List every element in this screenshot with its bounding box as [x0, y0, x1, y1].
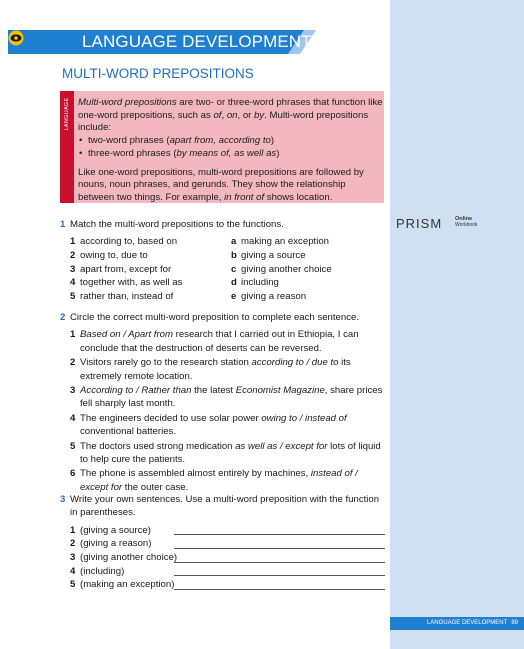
list-item: 5 (making an exception) — [70, 578, 385, 592]
exercise-instruction: Write your own sentences. Use a multi-word preposition with the function in parentheses. — [70, 494, 380, 519]
table-row: 4 together with, as well as d including — [70, 277, 279, 289]
table-row: 3 apart from, except for c giving another choice — [70, 263, 332, 275]
exercise-instruction: Match the multi-word prepositions to the functions. — [70, 219, 284, 230]
page-subtitle: MULTI-WORD PREPOSITIONS — [62, 66, 254, 81]
page-number: 89 — [511, 620, 518, 626]
exercise-1 — [60, 218, 385, 303]
writing-list — [70, 524, 385, 592]
page-footer — [390, 617, 524, 630]
list-item: 2 (giving a reason) — [70, 537, 385, 551]
exercise-number: 3 — [60, 494, 66, 505]
list-item: 1 Based on / Apart from research that I carried out in Ethiopia, I can conclude that the destruction of deserts can be reversed. — [70, 329, 359, 354]
list-item: 4 The engineers decided to use solar power owing to / instead of conventional batteries. — [70, 412, 347, 438]
section-banner — [8, 30, 316, 54]
answer-line[interactable] — [174, 589, 385, 590]
box-tag-label: LANGUAGE — [64, 97, 70, 131]
matching-list — [70, 235, 385, 303]
list-item: • three-word phrases (by means of, as well as) — [78, 148, 384, 161]
exercise-2 — [60, 311, 385, 495]
option-choice[interactable]: According to / Rather than — [80, 385, 192, 397]
list-item: 1 (giving a source) — [70, 524, 385, 538]
list-item: • two-word phrases (apart from, according to) — [78, 135, 384, 148]
option-choice[interactable]: according to / due to — [251, 357, 339, 369]
box-tag — [61, 95, 73, 133]
list-item: 4 (including) — [70, 565, 385, 579]
list-item: 3 (giving another choice) — [70, 551, 385, 565]
prism-logo-subtext: Online Workbook — [455, 216, 478, 228]
list-item: 3 According to / Rather than the latest Economist Magazine, share prices fell sharply last month. — [70, 385, 383, 410]
option-choice[interactable]: instead of / except for — [80, 468, 358, 493]
exercise-number: 2 — [60, 312, 66, 323]
answer-line[interactable] — [174, 548, 385, 549]
explanation-intro: Multi-word prepositions are two- or three-word phrases that function like one-word prepositions, such as of, on, or by. Multi-word prepositions include: — [78, 97, 383, 134]
option-choice[interactable]: as well as / except for — [235, 440, 328, 452]
explanation-paragraph: Like one-word prepositions, multi-word prepositions are followed by nouns, noun phrases, and gerunds. They show the relationship between two things. For example, in front of shows location. — [78, 166, 364, 203]
right-margin-panel — [390, 0, 524, 649]
answer-line[interactable] — [174, 534, 385, 535]
term: Multi-word prepositions — [78, 97, 177, 108]
footer-section: LANGUAGE DEVELOPMENT — [426, 620, 508, 626]
table-row: 1 according to, based on a making an exception — [70, 236, 329, 248]
list-item: 6 The phone is assembled almost entirely by machines, instead of / except for the outer case. — [70, 468, 358, 493]
table-row: 2 owing to, due to b giving a source — [70, 250, 306, 261]
exercise-instruction: Circle the correct multi-word preposition to complete each sentence. — [70, 312, 360, 323]
eye-icon — [8, 30, 24, 46]
option-choice[interactable]: owing to / instead of — [261, 412, 347, 424]
explanation-text — [78, 97, 384, 205]
table-row: 5 rather than, instead of e giving a reason — [70, 290, 307, 302]
sentence-list — [70, 328, 385, 494]
list-item: 5 The doctors used strong medication as well as / except for lots of liquid to help cure the patients. — [70, 440, 381, 466]
explanation-box — [60, 91, 384, 203]
exercise-3 — [60, 493, 385, 592]
prism-logo: PRISM — [396, 216, 443, 231]
answer-line[interactable] — [174, 562, 385, 563]
explanation-list — [78, 135, 384, 160]
section-title: LANGUAGE DEVELOPMENT — [82, 32, 312, 51]
list-item: 2 Visitors rarely go to the research station according to / due to its extremely remote location. — [70, 357, 351, 382]
answer-line[interactable] — [174, 575, 385, 576]
exercise-number: 1 — [60, 219, 66, 230]
option-choice[interactable]: Based on / Apart from — [80, 329, 173, 341]
